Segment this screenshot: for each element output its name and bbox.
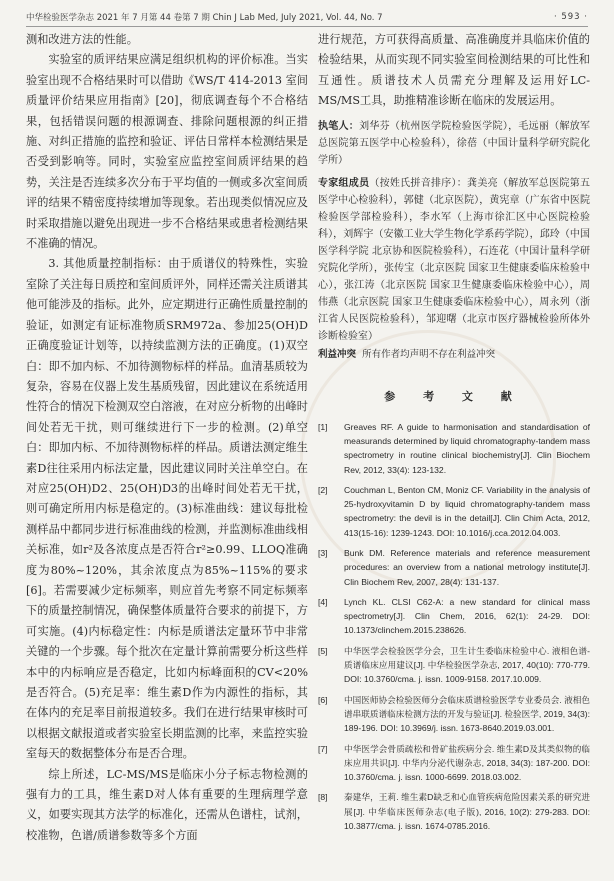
reference-number: [6]: [318, 694, 328, 705]
coi-label: 利益冲突: [318, 348, 357, 360]
paragraph: 测和改进方法的性能。: [26, 33, 138, 46]
references-list: [318, 420, 590, 834]
reference-item: [318, 420, 590, 477]
right-column: [318, 30, 590, 867]
reference-number: [4]: [318, 596, 328, 607]
reference-number: [2]: [318, 484, 328, 495]
page-number: · 593 ·: [553, 12, 588, 22]
reference-text: Lynch KL. CLSI C62-A: a new standard for clinical mass spectrometry[J]. Clin Chem, 2016, 62(1): 24-29. DOI: 10.1373/clinchem.2015.238626.: [344, 596, 590, 636]
running-header: [26, 8, 588, 27]
authors-block: [318, 118, 590, 169]
reference-text: 中国医师协会检验医师分会临床质谱检验医学专业委员会. 液相色谱串联质谱临床检测方法的开发与验证[J]. 检验医学, 2019, 34(3): 189-196. DOI: 10.3969/j. issn. 1673-8640.2019.03.001.: [344, 694, 590, 734]
reference-text: 秦建华，王莉. 维生素D缺乏和心血管疾病危险因素关系的研究进展[J]. 中华临床医师杂志(电子版), 2016, 10(2): 279-283. DOI: 10.3877/cma. j. issn. 1674-0785.2016.: [344, 792, 590, 832]
paragraph: 进行规范，方可获得高质量、高准确度并具临床价值的检验结果，从而实现不同实验室间检测结果的可比性和互通性。质谱技术人员需充分理解及运用好LC-MS/MS工具，助推精准诊断在临床的发展运用。: [318, 33, 590, 108]
reference-text: Couchman L, Benton CM, Moniz CF. Variability in the analysis of 25-hydroxyvitamin D by liquid chromatography-tandem mass spectrometry: the devil is in the detail[J]. Clin Chim Acta, 2012, 413(15-16): 1239-1243. DOI: 10.1016/j.cca.2012.04.003.: [344, 484, 590, 538]
reference-item: [318, 483, 590, 540]
reference-item: [318, 595, 590, 638]
reference-item: [318, 790, 590, 833]
reference-number: [5]: [318, 645, 328, 656]
reference-text: Greaves RF. A guide to harmonisation and standardisation of measurands determined by liquid chromatography-tandem mass spectrometry in routine clinical biochemistry[J]. Clin Biochem Rev, 2012, 33(4): 123-132.: [344, 421, 590, 475]
reference-item: [318, 693, 590, 736]
paragraph: 综上所述，LC-MS/MS是临床小分子标志物检测的强有力的工具，维生素D对人体有重要的生理病理学意义，如要实现其方法学的标准化，还需从色谱柱，试剂，校准物，色谱/质谱参数等多个方面: [26, 767, 308, 842]
paragraph: 3. 其他质量控制指标：由于质谱仪的特殊性，实验室除了关注每日质控和室间质评外，同样还需关注质谱其他可能涉及的指标。此外，应定期进行正确性质量控制的验证，如测定有证标准物质SRM972a、参加25(OH)D正确度验证计划等，以持续监测方法的正确度。(1)双空白：即不加内标、不加待测物标样的样品。血清基质较为复杂，容易在仪器上发生基质残留，因此建议在系统适用性符合的情况下检测双空白溶液，在对应分析物的出峰时间处若无干扰，则可继续进行下一步的检测。(2)单空白：即加内标、不加待测物标样的样品。质谱法测定维生素D往往采用内标法定量，因此建议同时关注单空白。在对应25(OH)D2、25(OH)D3的出峰时间处若无干扰，则可确定所用内标是稳定的。(3)标准曲线：建议每批检测样品中都同步进行标准曲线的检测，并监测标准曲线相关标准，如r²及各浓度点是否符合r²≥0.99、LLOQ准确度为80%~120%，其余浓度点为85%~115%的要求[6]。若需要减少定标频率，则应首先考察不同定标频率下的质量控制情况，确保整体质量符合要求的前提下，方可实施。(4)内标稳定性：内标是质谱法定量环节中非常关键的一个步骤。每个批次在定量计算前需要分析这些样本中的内标响应是否稳定，比如内标峰面积的CV<20%是否符合。(5)充足率：维生素D作为内源性的指标，其在体内的充足率目前报道较多。我们在进行结果审核时可以根据文献报道或者实验室长期监测的比率，来监控实验室每天的数据整体分布是否合理。: [26, 257, 308, 761]
reference-text: 中华医学会骨质疏松和骨矿盐疾病分会. 维生素D及其类似物的临床应用共识[J]. 中华内分泌代谢杂志, 2018, 34(3): 187-200. DOI: 10.3760/cma. j. issn. 1000-6699. 2018.03.002.: [344, 743, 590, 783]
reference-number: [3]: [318, 548, 328, 558]
paragraph: 实验室的质评结果应满足组织机构的评价标准。当实验室出现不合格结果时可以借助《WS/T 414-2013 室间质量评价结果应用指南》[20]，彻底调查每个不合格结果，包括错误问题的根源调查、排除问题根源的纠正措施、对纠正措施的监控和验证、评估日常样本检测结果是否受到影响等。同时，实验室应监控室间质评结果的趋势，关注是否连续多次分布于平均值的一侧或多次室间质评的结果不精密度持续增加等现象。若出现类似情况应及时采取措施以避免出现进一步不合格结果或患者检测结果不准确的情况。: [26, 53, 308, 251]
references-heading: 参 考 文 献: [384, 389, 524, 403]
coi-block: [318, 347, 590, 362]
journal-info: 中华检验医学杂志 2021 年 7 月第 44 卷第 7 期 Chin J Lab Med, July 2021, Vol. 44, No. 7: [26, 13, 383, 23]
coi-text: 所有作者均声明不存在利益冲突: [362, 348, 496, 360]
left-column: [26, 30, 308, 867]
reference-number: [8]: [318, 792, 328, 803]
reference-number: [1]: [318, 421, 328, 432]
reference-item: [318, 546, 590, 589]
reference-item: [318, 742, 590, 785]
reference-number: [7]: [318, 743, 328, 754]
reference-text: Bunk DM. Reference materials and reference measurement procedures: an overview from a national metrology institute[J]. Clin Biochem Rev, 2007, 28(4): 131-137.: [344, 548, 590, 587]
authors-text: 刘华芬（杭州医学院检验医学院），毛远丽（解放军总医院第五医学中心检验科），徐蓓（中国计量科学研究院化学所）: [318, 120, 590, 166]
experts-label: 专家组成员: [318, 177, 370, 189]
reference-item: [318, 644, 590, 687]
reference-text: 中华医学会检验医学分会，卫生计生委临床检验中心. 液相色谱-质谱临床应用建议[J]. 中华检验医学杂志, 2017, 40(10): 770-779. DOI: 10.3760/cma. j. issn. 1009-9158. 2017.10.009.: [344, 645, 590, 685]
experts-block: [318, 175, 590, 345]
authors-label: 执笔人：: [318, 120, 360, 132]
experts-text: （按姓氏拼音排序）：龚美亮（解放军总医院第五医学中心检验科），郭健（北京医院），黄宪章（广东省中医院检验医学部检验科），李水军（上海市徐汇区中心医院检验科），刘辉宇（安徽工业大学生物化学系药学院），邱玲（中国医学科学院 北京协和医院检验科），石连花（中国计量科学研究院化学所），张传宝（北京医院 国家卫生健康委临床检验中心），张江涛（北京医院 国家卫生健康委临床检验中心），周伟燕（北京医院 国家卫生健康委临床检验中心），周永列（浙江省人民医院检验科），邹迎曙（北京市医疗器械检验所体外诊断检验室）: [318, 177, 590, 342]
